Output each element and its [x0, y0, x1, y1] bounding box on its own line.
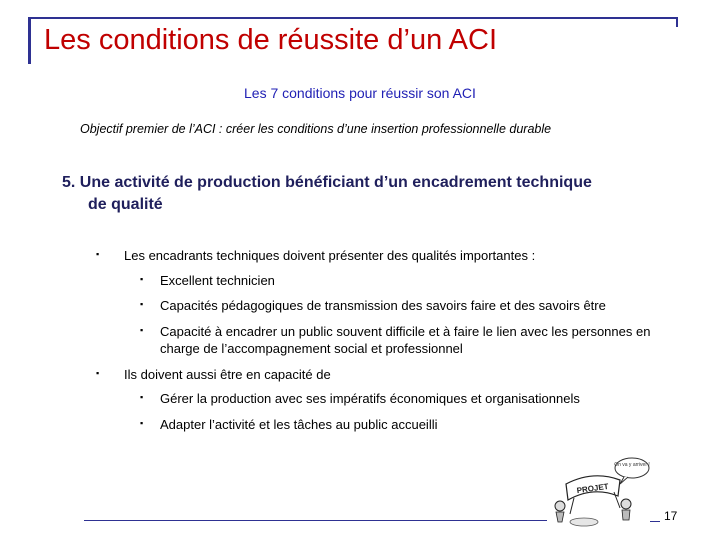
sub-list-item: Gérer la production avec ses impératifs économiques et organisationnels [160, 391, 580, 406]
sub-bullet-marker: ▪ [140, 274, 144, 284]
sub-list-item: Capacité à encadrer un public souvent difficile et à faire le lien avec les personnes en charge de l’accompagnement social et professionnel [160, 324, 651, 356]
list-item: Ils doivent aussi être en capacité de [124, 367, 331, 382]
sub-list-item: Capacités pédagogiques de transmission des savoirs faire et des savoirs être [160, 298, 606, 313]
speech-bubble [615, 458, 649, 478]
projet-sign-text: PROJET [576, 481, 610, 496]
bullet-marker: ▪ [96, 368, 100, 378]
sub-bullet-marker: ▪ [140, 418, 144, 428]
page-number: 17 [664, 509, 678, 523]
footer-dash [650, 521, 660, 522]
sub-bullet-marker: ▪ [140, 325, 144, 335]
section-heading-line-1: 5. Une activité de production bénéficiant d’un encadrement technique [62, 174, 592, 191]
slide-subtitle: Les 7 conditions pour réussir son ACI [244, 85, 476, 101]
title-frame-top-border [28, 17, 678, 19]
sub-bullet-marker: ▪ [140, 299, 144, 309]
speech-bubble-tail [620, 477, 628, 484]
speech-bubble-text: On va y arriver ! [614, 462, 650, 468]
title-frame-right-border [676, 17, 678, 27]
bullet-marker: ▪ [96, 249, 100, 259]
ground-shadow [570, 518, 598, 526]
sub-list-item: Excellent technicien [160, 273, 275, 288]
objective-statement: Objectif premier de l’ACI : créer les conditions d’une insertion professionnelle durable [80, 122, 552, 136]
sub-list-item: Adapter l’activité et les tâches au public accueilli [160, 417, 438, 432]
section-heading [62, 172, 702, 216]
projet-cartoon-illustration [548, 456, 652, 532]
figure-head-left [555, 501, 565, 511]
section-heading-line-2: de qualité [88, 196, 163, 213]
footer-divider [84, 520, 547, 521]
figure-body-left [556, 512, 564, 522]
figure-head-right [621, 499, 631, 509]
title-frame-left-border [28, 17, 31, 64]
list-item: Les encadrants techniques doivent présenter des qualités importantes : [124, 248, 536, 263]
sign-pole-left [570, 498, 574, 514]
sub-bullet-marker: ▪ [140, 392, 144, 402]
slide-title: Les conditions de réussite d’un ACI [44, 24, 497, 56]
figure-body-right [622, 510, 630, 520]
